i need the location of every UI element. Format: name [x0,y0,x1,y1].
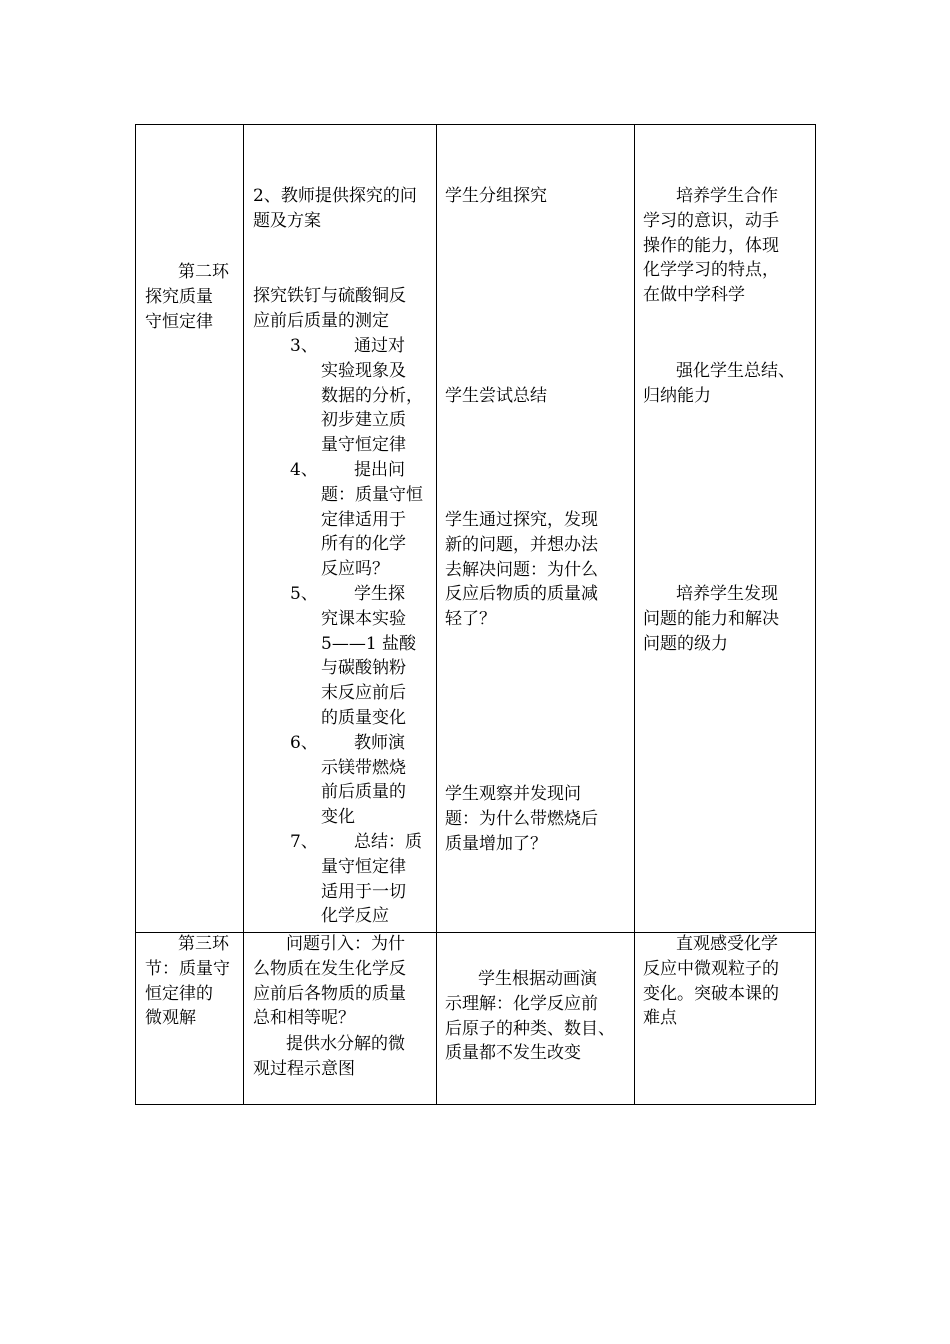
design-purpose-text: 培养学生合作 [676,186,778,206]
teacher-activity-text: 提供水分解的微 [286,1034,405,1054]
design-purpose-text: 问题的能力和解决 [643,608,779,629]
teacher-step-text: 量守恒定律 [321,435,406,456]
teacher-step-text: 5——1 盐酸 [321,633,417,654]
design-purpose-text: 直观感受化学 [676,934,778,954]
stage-label: 探究质量 [145,286,213,307]
table-border-top [135,124,816,125]
student-activity-text: 学生分组探究 [445,186,547,206]
design-purpose-text: 在做中学科学 [643,285,745,306]
step-number: 7、 [290,832,318,852]
student-activity-text: 质量都不发生改变 [445,1043,581,1064]
teacher-step-text: 化学反应 [321,906,389,927]
student-activity-text: 反应后物质的质量减 [445,584,598,605]
teacher-step-text: 末反应前后 [321,683,406,704]
lesson-plan-table [135,124,816,1105]
student-activity-text: 题：为什么带燃烧后 [445,808,598,829]
column-divider [243,124,244,1105]
table-border-bottom [135,1104,816,1105]
teacher-step-text: 究课本实验 [321,608,406,629]
teacher-activity-text: 么物质在发生化学反 [253,958,406,979]
teacher-step-text: 前后质量的 [321,782,406,803]
teacher-step-text: 总结：质 [354,832,422,852]
teacher-step-text: 初步建立质 [321,410,406,431]
stage-label: 第三环 [178,934,229,954]
student-activity-text: 学生通过探究，发现 [445,510,598,530]
teacher-activity-text: 应前后各物质的质量 [253,983,406,1004]
student-activity-text: 质量增加了？ [445,833,547,854]
table-border-left [135,124,136,1105]
stage-label: 恒定律的 [145,983,213,1004]
design-purpose-text: 归纳能力 [643,385,711,406]
teacher-activity-text: 观过程示意图 [253,1058,355,1079]
teacher-step-text: 反应吗？ [321,559,389,580]
design-purpose-text: 变化。突破本课的 [643,983,779,1004]
table-border-right [815,124,816,1105]
teacher-activity-text: 总和相等呢？ [253,1008,355,1029]
teacher-step-text: 实验现象及 [321,360,406,381]
stage-label: 守恒定律 [145,311,213,332]
design-purpose-text: 化学学习的特点， [643,260,779,281]
student-activity-text: 新的问题，并想办法 [445,534,598,555]
teacher-step-text: 通过对 [354,336,405,356]
teacher-activity-text: 探究铁钉与硫酸铜反 [253,286,406,306]
stage-label: 微观解 [145,1008,196,1029]
design-purpose-text: 强化学生总结、 [676,361,795,381]
student-activity-text: 后原子的种类、数目、 [445,1018,615,1039]
column-divider [436,124,437,1105]
column-divider [634,124,635,1105]
teacher-step-text: 定律适用于 [321,509,406,530]
teacher-activity-text: 问题引入：为什 [286,934,405,954]
step-number: 5、 [290,584,318,604]
teacher-step-text: 所有的化学 [321,534,406,555]
step-number: 3、 [290,336,318,356]
design-purpose-text: 难点 [643,1008,677,1029]
design-purpose-text: 问题的级力 [643,633,728,654]
student-activity-text: 去解决问题：为什么 [445,559,598,580]
design-purpose-text: 学习的意识，动手 [643,210,779,231]
step-number: 6、 [290,732,318,753]
teacher-step-text: 题：质量守恒 [321,484,423,505]
teacher-activity-text: 2、教师提供探究的问 [253,186,417,206]
teacher-step-text: 教师演 [354,732,405,753]
student-activity-text: 学生尝试总结 [445,386,547,406]
student-activity-text: 学生根据动画演 [478,969,597,989]
design-purpose-text: 操作的能力，体现 [643,235,779,256]
stage-label: 第二环 [178,262,229,282]
teacher-step-text: 示镁带燃烧 [321,757,406,778]
student-activity-text: 示理解：化学反应前 [445,993,598,1014]
design-purpose-text: 培养学生发现 [676,584,778,604]
teacher-step-text: 与碳酸钠粉 [321,658,406,679]
design-purpose-text: 反应中微观粒子的 [643,958,779,979]
teacher-activity-text: 题及方案 [253,210,321,231]
teacher-step-text: 数据的分析， [321,385,423,406]
teacher-step-text: 适用于一切 [321,881,406,902]
teacher-step-text: 变化 [321,807,355,828]
stage-label: 节：质量守 [145,958,230,979]
teacher-step-text: 学生探 [354,584,405,604]
teacher-step-text: 量守恒定律 [321,856,406,877]
student-activity-text: 轻了？ [445,609,496,630]
teacher-activity-text: 应前后质量的测定 [253,310,389,331]
teacher-step-text: 的质量变化 [321,708,406,728]
step-number: 4、 [290,460,318,480]
teacher-step-text: 提出问 [354,460,405,480]
student-activity-text: 学生观察并发现问 [445,784,581,804]
